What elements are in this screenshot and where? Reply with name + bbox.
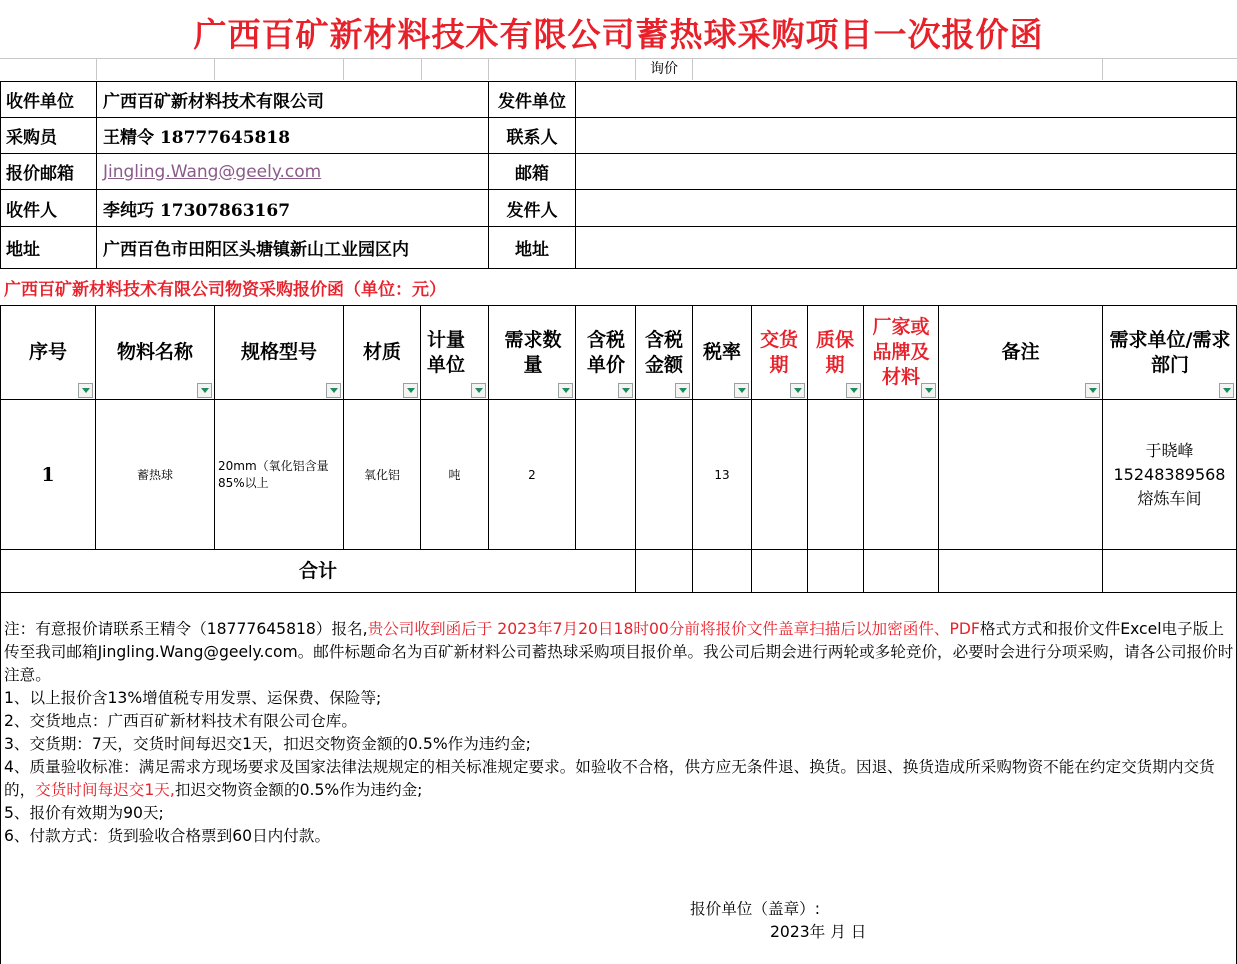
filter-dropdown-icon[interactable]	[326, 383, 341, 398]
header-delivery: 交货期	[759, 328, 798, 376]
row-seq: 1	[41, 463, 55, 486]
row-material: 氧化铝	[363, 468, 400, 482]
recipient-value: 李纯巧 17307863167	[103, 200, 291, 221]
header-quantity: 需求数量	[504, 328, 562, 376]
address-field-right[interactable]	[576, 227, 1236, 268]
grid-line	[575, 58, 576, 80]
sender-unit-label: 发件单位	[498, 92, 566, 112]
filter-dropdown-icon[interactable]	[675, 383, 690, 398]
header-dept: 需求单位/需求部门	[1109, 328, 1231, 376]
notes-item: 5、报价有效期为90天;	[4, 804, 164, 822]
filter-dropdown-icon[interactable]	[403, 383, 418, 398]
quote-email-label: 报价邮箱	[6, 164, 74, 184]
quote-email-cell	[97, 154, 488, 189]
row-remark[interactable]	[939, 400, 1102, 549]
address-label: 地址	[6, 240, 40, 260]
row-spec: 20mm（氧化铝含量85%以上	[218, 458, 329, 490]
notes-section	[4, 618, 1234, 848]
notes-item: 1、以上报价含13%增值税专用发票、运保费、保险等;	[4, 689, 382, 707]
notes-item	[4, 756, 1234, 802]
signature-label: 报价单位（盖章）:	[690, 900, 821, 918]
row-dept	[1103, 400, 1236, 549]
header-amount: 含税金额	[644, 328, 683, 376]
notes-intro-a: 注：有意报价请联系王精令（18777645818）报名,	[4, 620, 368, 638]
header-brand: 厂家或品牌及材料	[872, 316, 930, 388]
quote-email-link[interactable]: Jingling.Wang@geely.com	[103, 161, 322, 182]
page-border	[0, 592, 1, 964]
row-amount[interactable]	[636, 400, 692, 549]
total-amount[interactable]	[636, 550, 692, 592]
filter-dropdown-icon[interactable]	[558, 383, 573, 398]
filter-dropdown-icon[interactable]	[734, 383, 749, 398]
header-unit-price: 含税单价	[586, 328, 625, 376]
row-warranty[interactable]	[808, 400, 863, 549]
email-field[interactable]	[576, 154, 1236, 189]
receiver-unit-label: 收件单位	[6, 92, 74, 112]
notes-item: 2、交货地点：广西百矿新材料技术有限公司仓库。	[4, 712, 357, 730]
grid-line	[96, 58, 97, 80]
row-brand[interactable]	[864, 400, 938, 549]
filter-dropdown-icon[interactable]	[1219, 383, 1234, 398]
document-title: 广西百矿新材料技术有限公司蓄热球采购项目一次报价函	[193, 14, 1044, 54]
row-unit: 吨	[448, 468, 461, 482]
grid-line	[343, 58, 344, 80]
dept-phone: 15248389568	[1113, 464, 1226, 484]
header-unit: 计量单位	[426, 328, 465, 376]
notes-item4-a: 4、质量验收标准：满足需求方现场要求及国家法律法规规定的相关标准规定要求。如验收不合格，供方应无条件退、换货。因退、换货造成所采购物资不能在约定交货期内交货的，	[4, 758, 1215, 799]
header-material: 材质	[362, 341, 401, 363]
buyer-value: 王精令 18777645818	[103, 128, 291, 148]
address-label-right: 地址	[515, 240, 549, 260]
signature-date: 2023年 月 日	[770, 923, 867, 941]
section-subtitle: 广西百矿新材料技术有限公司物资采购报价函（单位：元）	[4, 279, 446, 300]
buyer-label: 采购员	[6, 128, 57, 148]
filter-dropdown-icon[interactable]	[618, 383, 633, 398]
contact-label: 联系人	[506, 128, 558, 148]
total-label: 合计	[298, 559, 337, 582]
notes-intro-c: 格式方式和报价文件Excel电子版上传至我司邮箱Jingling.Wang@geely.com。邮件标题命名为百矿新材料公司蓄热球采购项目报价单。我公司后期会进行两轮或多轮竞价，必要时会进行分项采购，请各公司报价时注意。	[4, 620, 1234, 684]
contact-field[interactable]	[576, 118, 1236, 153]
notes-item4-penalty: 交货时间每迟交1天,	[35, 781, 175, 799]
email-label: 邮箱	[515, 164, 549, 184]
header-tax-rate: 税率	[702, 341, 741, 363]
inquiry-label: 询价	[650, 61, 678, 77]
header-warranty: 质保期	[815, 328, 854, 376]
row-tax-rate: 13	[714, 467, 730, 482]
notes-item: 3、交货期：7天，交货时间每迟交1天，扣迟交物资金额的0.5%作为违约金;	[4, 735, 531, 753]
notes-intro-deadline: 贵公司收到函后于 2023年7月20日18时00分前将报价文件盖章扫描后以加密函件、PDF	[367, 620, 980, 638]
grid-line	[488, 58, 489, 80]
receiver-unit-value: 广西百矿新材料技术有限公司	[103, 92, 324, 112]
grid-line	[1102, 58, 1103, 80]
row-unit-price[interactable]	[576, 400, 635, 549]
notes-intro	[4, 618, 1234, 687]
address-value: 广西百色市田阳区头塘镇新山工业园区内	[103, 240, 409, 260]
recipient-label: 收件人	[6, 200, 57, 221]
filter-dropdown-icon[interactable]	[790, 383, 805, 398]
header-remark: 备注	[1001, 341, 1040, 363]
grid-line	[214, 58, 215, 80]
grid-line	[0, 58, 1237, 59]
row-quantity: 2	[528, 467, 536, 482]
notes-item: 6、付款方式：货到验收合格票到60日内付款。	[4, 827, 331, 845]
filter-dropdown-icon[interactable]	[471, 383, 486, 398]
filter-dropdown-icon[interactable]	[1085, 383, 1100, 398]
header-spec: 规格型号	[240, 341, 317, 363]
sender-field[interactable]	[576, 190, 1236, 226]
filter-dropdown-icon[interactable]	[846, 383, 861, 398]
header-seq: 序号	[28, 341, 67, 363]
filter-dropdown-icon[interactable]	[197, 383, 212, 398]
filter-dropdown-icon[interactable]	[921, 383, 936, 398]
dept-unit: 熔炼车间	[1137, 488, 1202, 508]
row-material-name: 蓄热球	[136, 468, 173, 482]
sender-unit-field[interactable]	[576, 82, 1236, 117]
grid-line	[421, 58, 422, 80]
sender-label: 发件人	[506, 200, 558, 221]
filter-dropdown-icon[interactable]	[78, 383, 93, 398]
notes-item4-c: 扣迟交物资金额的0.5%作为违约金;	[174, 781, 423, 799]
header-material-name: 物料名称	[116, 341, 193, 363]
dept-person: 于晓峰	[1145, 440, 1194, 460]
row-delivery[interactable]	[752, 400, 807, 549]
table-border	[0, 592, 1237, 593]
grid-line	[692, 58, 693, 80]
